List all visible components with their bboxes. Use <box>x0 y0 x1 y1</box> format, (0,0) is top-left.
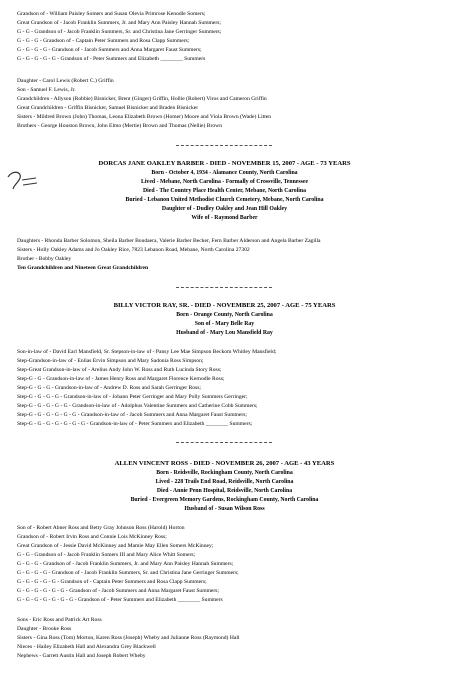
obituary-detail: Husband of - Susan Wilson Ross <box>184 506 265 512</box>
family-line: Nephews - Garrett Austin Hall and Joseph Robert Wheby <box>17 653 146 659</box>
obituary-detail: Husband of - Mary Lou Mansfield Ray <box>176 330 273 336</box>
lineage-line: G - G - G - G - G - Grandson of - Captain Peter Summers and Rosa Clapp Summers; <box>17 579 207 585</box>
lineage-line: G - G - G - G - G - G - G - Grandson of - Peter Summers and Elizabeth ________ Summers <box>17 597 223 603</box>
family-line: Daughter - Carol Lewis (Robert C.) Griffin <box>17 78 114 84</box>
obituary-detail: Born - October 4, 1934 - Alamance County, North Carolina <box>151 170 298 176</box>
lineage-line: G - G - G - Grandson of - Captain Peter Summers and Rosa Clapp Summers; <box>17 38 190 44</box>
lineage-line: Step-G - G - G - G - G - G - Grandson-in-law of - Jacob Summers and Anna Margaret Faust Summers; <box>17 412 247 418</box>
family-line: Sisters - Gina Ross (Tom) Morton, Karen Ross (Joseph) Wheby and Julianne Ross (Raymond) Hall <box>17 635 240 641</box>
obituary-detail: Daughter of - Dudley Oakley and Jean Hill Oakley <box>161 206 288 212</box>
obituary-heading: DORCAS JANE OAKLEY BARBER - DIED - NOVEMBER 15, 2007 - AGE - 73 YEARS <box>98 160 351 167</box>
obituary-detail: Died - The Country Place Health Center, Mebane, North Carolina <box>143 188 306 194</box>
lineage-line: Son of - Robert Abner Ross and Betty Gray Johnson Ross (Harold) Horton <box>17 525 185 531</box>
lineage-line: Grandson of - Robert Irvin Ross and Connie Lois McKinney Ross; <box>17 534 167 540</box>
section-divider <box>176 442 272 443</box>
family-line: Sisters - Mildred Brown (John) Thomas, Leona Elizabeth Brown (Homer) Moore and Viola Brown (Wade) Litten <box>17 114 272 120</box>
lineage-line: G - G - G - G - Grandson of - Jacob Summers and Anna Margaret Faust Summers; <box>17 47 202 53</box>
obituary-detail: Lived - Mebane, North Carolina - Formally of Crossville, Tennessee <box>140 179 309 185</box>
lineage-line: G - G - G - G - G - G - Grandson of - Jacob Summers and Anna Margaret Faust Summers; <box>17 588 220 594</box>
family-line: Brothers - George Houston Brown, John Elmo (Mertie) Brown and Thomas (Nellie) Brown <box>17 123 223 129</box>
family-line: Daughters - Rhonda Barber Solomon, Sheila Barber Boudaera, Valerie Barber Becker, Fern Barber Alderson and Angela Barber Zagilla <box>17 238 321 244</box>
obituary-detail: Buried - Evergreen Memory Gardens, Rockingham County, North Carolina <box>130 497 319 503</box>
handwritten-mark <box>2 167 42 197</box>
lineage-line: Step-G - G - G - Grandson-in-law of - Andrew D. Ross and Sarah Gerringer Ross; <box>17 385 201 391</box>
family-line: Grandchildren - Allyson (Robbie) Bisnicker, Brent (Ginger) Griffin, Hollie (Robert) Viros and Cameron Griffin <box>17 96 267 102</box>
lineage-line: G - G - Grandson of - Jacob Franklin Summers, Sr. and Christina Jane Gerringer Summers; <box>17 29 222 35</box>
lineage-line: Step-G - G - Grandson-in-law of - James Henry Ross and Margaret Florence Kernodle Ross; <box>17 376 225 382</box>
lineage-line: G - G - G - G - G - Grandson of - Peter Summers and Elizabeth ________ Summers <box>17 56 206 62</box>
obituary-detail: Son of - Mary Belle Ray <box>194 321 255 327</box>
family-line: Nieces - Hailey Elizabeth Hall and Alexandra Grey Blackwell <box>17 644 156 650</box>
lineage-line: Step-G - G - G - G - G - Grandson-in-law of - Adolphus Valentine Summers and Catherine Cobb Summers; <box>17 403 258 409</box>
lineage-line: Grandson of - William Paisley Somers and Susan Olevia Primrose Kenodle Somers; <box>17 11 206 17</box>
obituary-detail: Born - Orange County, North Carolina <box>176 312 273 318</box>
family-line: Brother - Bobby Oakley <box>17 256 72 262</box>
lineage-line: Step-Great Grandson-in-law of - Arelius Andy John W. Ross and Ruth Lucinda Story Ross; <box>17 367 222 373</box>
lineage-line: G - G - G - Grandson of - Jacob Franklin Summers, Jr. and Mary Ann Paisley Hannah Summers; <box>17 561 234 567</box>
lineage-line: Step-G - G - G - G - G - G - G - Grandson-in-law of - Peter Summers and Elizabeth ________ Summers; <box>17 421 253 427</box>
lineage-line: G - G - Grandson of - Jacob Franklin Somers III and Mary Alice Whitt Somers; <box>17 552 196 558</box>
family-line: Great Grandchildren - Griffin Bisnicker, Samuel Bisnicker and Braden Bisnicker <box>17 105 199 111</box>
family-line: Son - Samuel F. Lewis, Jr. <box>17 87 76 93</box>
obituary-detail: Buried - Lebanon United Methodist Church Cemetery, Mebane, North Carolina <box>125 197 324 203</box>
obituary-detail: Born - Reidsville, Rockingham County, North Carolina <box>156 470 293 476</box>
lineage-line: Son-in-law of - David Earl Mansfield, Sr. Stepson-in-law of - Pansy Lee Mae Simpson Beckom Whitley Mansfield; <box>17 349 277 355</box>
family-line: Ten Grandchildren and Nineteen Great Grandchildren <box>17 265 149 271</box>
section-divider <box>176 145 272 146</box>
lineage-line: Great Grandson of - Jessie David McKinney and Mamie May Ellen Somers McKinney; <box>17 543 214 549</box>
obituary-detail: Wife of - Raymond Barber <box>191 215 258 221</box>
lineage-line: Step-G - G - G - G - Grandson-in-law of - Johann Peter Gerringer and Mary Polly Summers Gerringer; <box>17 394 248 400</box>
section-divider <box>176 287 272 288</box>
obituary-detail: Lived - 228 Trails End Road, Reidsville, North Carolina <box>155 479 294 485</box>
obituary-detail: Died - Annie Penn Hospital, Reidsville, North Carolina <box>156 488 293 494</box>
family-line: Daughter - Brooke Ross <box>17 626 72 632</box>
obituary-heading: BILLY VICTOR RAY, SR. - DIED - NOVEMBER 25, 2007 - AGE - 75 YEARS <box>113 302 336 309</box>
family-line: Sisters - Holly Oakley Adams and Jo Oakley Rice, 7823 Lebanon Road, Mebane, North Carolina 27302 <box>17 247 250 253</box>
lineage-line: Great Grandson of - Jacob Franklin Summers, Jr. and Mary Ann Paisley Hannah Summers; <box>17 20 221 26</box>
lineage-line: G - G - G - G - Grandson of - Jacob Franklin Summers, Sr. and Christina Jane Gerringer Summers; <box>17 570 239 576</box>
obituary-heading: ALLEN VINCENT ROSS - DIED - NOVEMBER 26, 2007 - AGE - 43 YEARS <box>114 460 335 467</box>
family-line: Sons - Eric Ross and Patrick Art Ross <box>17 617 102 623</box>
lineage-line: Step-Grandson-in-law of - Enlias Ervin Simpson and Mary Sadonia Ross Simpson; <box>17 358 204 364</box>
